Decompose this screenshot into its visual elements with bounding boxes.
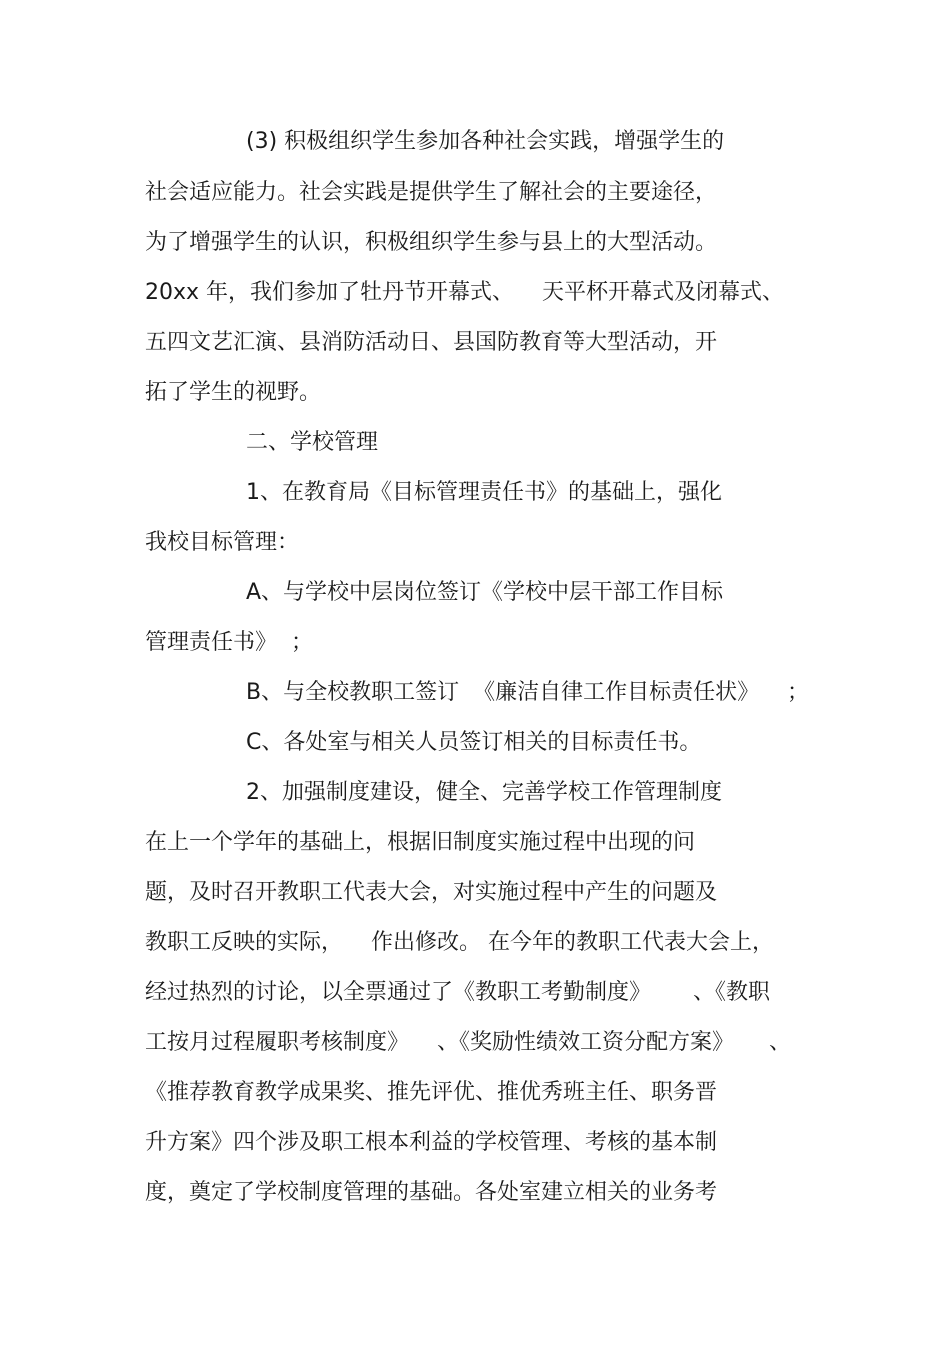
list-item: A、与学校中层岗位签订《学校中层干部工作目标 xyxy=(246,580,724,605)
paragraph-line: 工按月过程履职考核制度》 、《奖励性绩效工资分配方案》 、 xyxy=(145,1030,791,1055)
paragraph-line: 五四文艺汇演、县消防活动日、县国防教育等大型活动，开 xyxy=(145,330,718,355)
paragraph-line: 20xx 年，我们参加了牡丹节开幕式、 天平杯开幕式及闭幕式、 xyxy=(145,280,785,305)
paragraph-line: 拓了学生的视野。 xyxy=(145,380,322,405)
list-item: B、与全校教职工签订 《廉洁自律工作目标责任状》 ； xyxy=(246,680,810,705)
paragraph-line: 为了增强学生的认识，积极组织学生参与县上的大型活动。 xyxy=(145,230,718,255)
paragraph-line: 在上一个学年的基础上，根据旧制度实施过程中出现的问 xyxy=(145,830,696,855)
paragraph-line: 1、在教育局《目标管理责任书》的基础上，强化 xyxy=(246,480,722,505)
paragraph-line: 《推荐教育教学成果奖、推先评优、推优秀班主任、职务晋 xyxy=(145,1080,718,1105)
paragraph-line: (3) 积极组织学生参加各种社会实践，增强学生的 xyxy=(246,129,725,154)
paragraph-line: 度，奠定了学校制度管理的基础。各处室建立相关的业务考 xyxy=(145,1180,718,1205)
paragraph-line: 管理责任书》 ； xyxy=(145,630,313,655)
paragraph-line: 经过热烈的讨论，以全票通过了《教职工考勤制度》 、《教职 xyxy=(145,980,770,1005)
paragraph-line: 题，及时召开教职工代表大会，对实施过程中产生的问题及 xyxy=(145,880,718,905)
paragraph-line: 2、加强制度建设，健全、完善学校工作管理制度 xyxy=(246,780,722,805)
paragraph-line: 我校目标管理： xyxy=(145,530,300,555)
paragraph-line: 社会适应能力。社会实践是提供学生了解社会的主要途径， xyxy=(145,180,718,205)
paragraph-line: 教职工反映的实际， 作出修改。 在今年的教职工代表大会上， xyxy=(145,930,774,955)
section-heading: 二、学校管理 xyxy=(246,430,379,455)
paragraph-line: 升方案》四个涉及职工根本利益的学校管理、考核的基本制 xyxy=(145,1130,718,1155)
list-item: C、各处室与相关人员签订相关的目标责任书。 xyxy=(246,730,702,755)
